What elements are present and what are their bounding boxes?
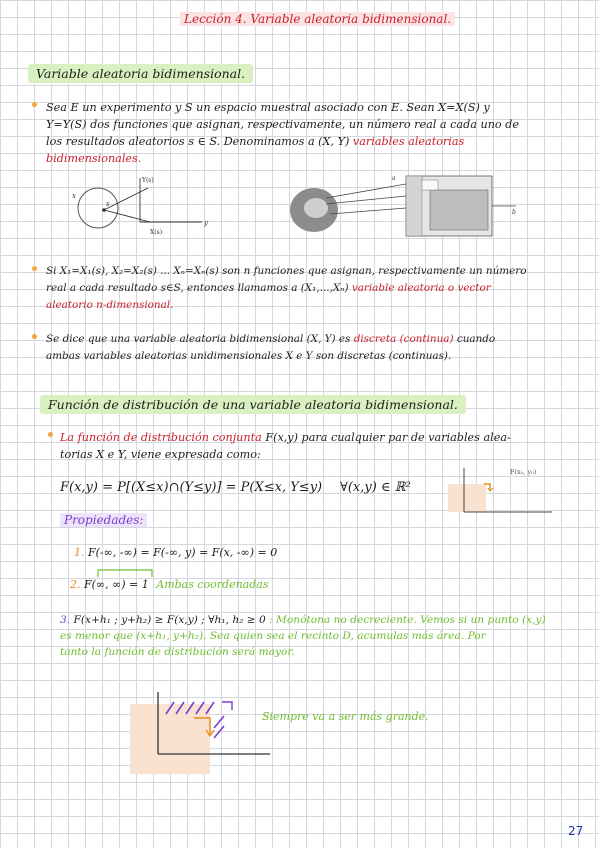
definition-text: los resultados aleatorios s ∈ S. Denominamos a (X, Y) bbox=[46, 135, 350, 148]
shaded-region bbox=[430, 190, 488, 230]
property-1 bbox=[74, 546, 277, 559]
paragraph-line bbox=[46, 280, 576, 297]
bullet-marker: • bbox=[30, 330, 39, 346]
paragraph-line bbox=[46, 331, 576, 348]
term-highlight: discreta (continua) bbox=[353, 333, 454, 345]
term-highlight: variable aleatoria o vector bbox=[351, 282, 491, 294]
label-y: y bbox=[204, 219, 208, 227]
property-formula: F(x+h₁ ; y+h₂) ≥ F(x,y) ; ∀h₁, h₂ ≥ 0 bbox=[73, 614, 266, 626]
mapping-arrow bbox=[104, 188, 148, 210]
property-3 bbox=[60, 612, 580, 660]
bracket-mark bbox=[96, 568, 156, 578]
paragraph-text: real a cada resultado s∈S, entonces llamamos a (X₁,...,Xₙ) bbox=[46, 282, 349, 294]
label-ys: Y(s) bbox=[142, 177, 154, 184]
term-highlight: aleatorio n-dimensional. bbox=[46, 299, 174, 311]
event-region bbox=[304, 198, 328, 218]
mapping-arrow bbox=[326, 184, 406, 198]
monotone-graph bbox=[130, 688, 275, 778]
bracket-line bbox=[98, 570, 152, 577]
extent-marker bbox=[222, 702, 232, 710]
bullet-marker: • bbox=[46, 428, 55, 444]
property-number: 2. bbox=[70, 578, 81, 591]
mapping-diagram bbox=[70, 172, 210, 240]
intro-line bbox=[60, 429, 580, 446]
side-band bbox=[406, 176, 422, 236]
label-b: b bbox=[512, 209, 516, 216]
label-s: s bbox=[106, 200, 110, 208]
properties-heading: Propiedades: bbox=[60, 513, 147, 527]
mapping-arrow bbox=[326, 196, 406, 204]
formula-domain: ∀(x,y) ∈ ℝ² bbox=[340, 480, 411, 495]
label-xs: X(s) bbox=[150, 229, 163, 236]
paragraph-text: Se dice que una variable aleatoria bidimensional (X, Y) es bbox=[46, 333, 351, 345]
property-2 bbox=[70, 578, 268, 591]
section-heading-variable-aleatoria: Variable aleatoria bidimensional. bbox=[28, 64, 253, 83]
property-note: es menor que (x+h₁, y+h₂). Sea quien sea el recinto D, acumulas más área. Por bbox=[60, 630, 486, 642]
joint-distribution-intro bbox=[60, 429, 580, 463]
property-number: 1. bbox=[74, 546, 85, 559]
paragraph-text: cuando bbox=[456, 333, 496, 345]
definition-paragraph bbox=[46, 99, 566, 167]
point-label: F(x₀, y₀) bbox=[510, 468, 537, 476]
property-formula: F(∞, ∞) = 1 bbox=[84, 578, 149, 591]
intro-line: torias X e Y, viene expresada como: bbox=[60, 448, 261, 461]
property-line bbox=[60, 612, 580, 628]
property-note: : Monótona no decreciente. Vemos si un punto (x,y) bbox=[269, 614, 546, 626]
graph-note: Siempre va a ser más grande. bbox=[262, 710, 429, 723]
paragraph-line: ambas variables aleatorias unidimensionales X e Y son discretas (continuas). bbox=[46, 350, 452, 362]
term-highlight: La función de distribución conjunta bbox=[60, 431, 262, 444]
term-highlight: bidimensionales. bbox=[46, 152, 142, 165]
property-note: Ambas coordenadas bbox=[156, 578, 269, 591]
label-a: a bbox=[392, 175, 396, 182]
page-number: 27 bbox=[568, 824, 584, 838]
joint-distribution-formula: F(x,y) = P[(X≤x)∩(Y≤y)] = P(X≤x, Y≤y) bbox=[60, 480, 323, 495]
sample-space-circle bbox=[78, 188, 118, 228]
distribution-point-graph bbox=[448, 462, 558, 520]
intro-text: F(x,y) para cualquier par de variables alea- bbox=[265, 431, 511, 444]
page-title: Lección 4. Variable aleatoria bidimensional. bbox=[180, 12, 455, 26]
definition-line bbox=[46, 133, 566, 150]
n-dimensional-paragraph bbox=[46, 263, 576, 314]
discrete-definition-paragraph bbox=[46, 331, 576, 365]
section-heading-funcion-distribucion: Función de distribución de una variable aleatoria bidimensional. bbox=[40, 395, 466, 414]
property-formula: F(-∞, -∞) = F(-∞, y) = F(x, -∞) = 0 bbox=[88, 546, 278, 559]
definition-line: Y=Y(S) dos funciones que asignan, respectivamente, un número real a cada uno de bbox=[46, 118, 519, 131]
cumulative-region bbox=[130, 704, 210, 774]
cumulative-region bbox=[448, 484, 486, 512]
paragraph-line: Si X₁=X₁(s), X₂=X₂(s) ... Xₙ=Xₙ(s) son n funciones que asignan, respectivamente un número bbox=[46, 265, 527, 277]
definition-line: Sea E un experimento y S un espacio muestral asociado con E. Sean X=X(S) y bbox=[46, 101, 490, 114]
label-x: x bbox=[72, 192, 76, 200]
property-note: tanto la función de distribución será mayor. bbox=[60, 646, 295, 658]
bullet-marker: • bbox=[30, 262, 39, 278]
bullet-marker: • bbox=[30, 98, 39, 114]
term-highlight: variables aleatorias bbox=[352, 135, 465, 148]
mapping-arrow bbox=[330, 208, 406, 214]
mapping-arrow bbox=[104, 210, 150, 222]
property-number: 3. bbox=[60, 614, 71, 626]
region-diagram bbox=[286, 170, 522, 244]
